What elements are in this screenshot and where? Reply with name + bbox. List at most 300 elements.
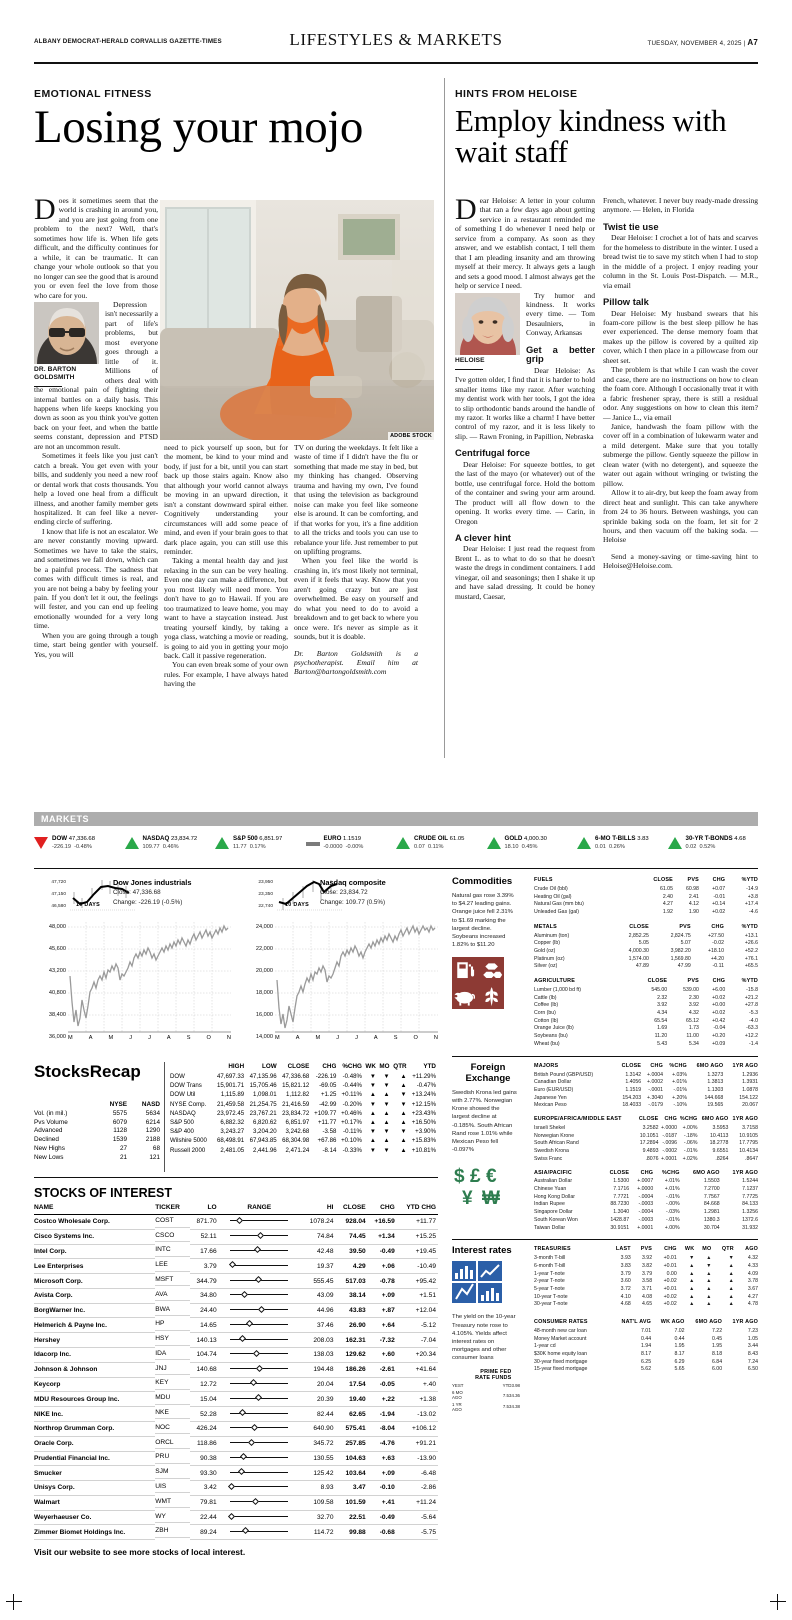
stock-change: -0.78 <box>368 1274 397 1289</box>
cell: 6.25 <box>640 1358 652 1365</box>
cell: +109.77 <box>314 1109 337 1117</box>
cell: 4.08 <box>641 1293 653 1300</box>
cell: 2-year T-note <box>534 1278 565 1285</box>
stock-range-indicator <box>219 1274 302 1289</box>
stock-ticker: ORCL <box>155 1436 190 1449</box>
cell: 0.44 <box>640 1335 652 1342</box>
cell: 3.82 <box>641 1262 653 1269</box>
cell: +0.01 <box>663 1262 677 1269</box>
rates-left <box>452 1245 524 1412</box>
cell: -.18% <box>683 1132 698 1139</box>
stock-high: 44.96 <box>302 1303 336 1318</box>
trend-up-arrow-icon: ▲ <box>400 1109 407 1117</box>
stock-ytd-change: +1.38 <box>397 1392 438 1407</box>
cell: -.0179 <box>648 1102 663 1109</box>
photo-illustration <box>160 200 434 440</box>
cell: +27.8 <box>744 1002 758 1009</box>
stock-range-indicator <box>219 1333 302 1348</box>
stock-low: 12.72 <box>190 1377 219 1392</box>
range-bar <box>228 1454 290 1461</box>
cell: 5.62 <box>640 1366 652 1373</box>
cell: -0.44% <box>342 1082 362 1090</box>
stock-close: 39.50 <box>336 1244 368 1259</box>
column-header: CHG <box>322 1063 337 1070</box>
cell: 23,767.21 <box>249 1109 277 1117</box>
column-header: CLOSE <box>609 1169 630 1176</box>
x-tick: N <box>226 1035 231 1041</box>
stock-change: +.22 <box>368 1392 397 1407</box>
cell: 2.40 <box>662 893 673 900</box>
svg-text:₩: ₩ <box>482 1188 500 1210</box>
heloise-paragraph: Allow it to air-dry, but keep the foam away from direct heat and sunlight. This can take anywhere from 24 to 36 hours. Between washings, you can sprinkle baking soda on the foam, let sit for 2 hours, and then vacuum off the baking soda. — Heloise <box>603 488 758 545</box>
column-header: PVS <box>687 978 699 985</box>
column-header: 1YR AGO <box>732 1319 758 1326</box>
article-paragraph: TV on during the weekdays. It felt like a waste of time if I didn't have the flu or something that made me stay in bed, but my thinking has changed. Observing trauma and having my own, I've found that using the television as background noise can make you feel like someone else is around. It can be comforting, and if that works for you, it's a fine addition to all the tricks and tools you can use to rebalance your life. Just remember to put on uplifting programs. <box>294 443 418 556</box>
x-tick: S <box>393 1035 398 1041</box>
cell: +10.81% <box>411 1146 436 1154</box>
cell: South African Rand <box>534 1140 579 1147</box>
dow-chart-title: Dow Jones industrials Close: 47,336.68 Change: -226.19 (-0.5%) <box>113 878 192 906</box>
ticker-up-arrow-icon <box>668 835 682 851</box>
stock-name: Walmart <box>34 1495 155 1510</box>
range-bar <box>228 1232 290 1239</box>
article-paragraph: Sometimes it feels like you just can't catch a break. You get even with your bills, and suddenly you need a new roof or dental work that costs thousands. You help a loved one heal from a difficult illness, and another family member gets hospitalized. It can feel like a never-ending circle of suffering. <box>34 451 158 527</box>
cell: +16.50% <box>411 1119 436 1127</box>
commodities-tables <box>524 876 758 1048</box>
cell: S&P 400 <box>170 1128 194 1136</box>
table-row <box>170 1109 438 1118</box>
stock-ticker: JNJ <box>155 1362 190 1375</box>
article-paragraph: Does it sometimes seem that the world is crashing in around you, and you are just going from one problem to the next? Well, that's sometimes how life is. When life gets difficult, and the difficulty continues for a while, it can be traumatic. It can change your whole outlook so that you no longer can see the good that is around you or even feel the love from those who care for you. <box>34 193 158 300</box>
range-marker-icon <box>240 1453 247 1460</box>
cell: 1.3813 <box>707 1079 724 1086</box>
masthead-rule <box>34 62 758 64</box>
table-header-row <box>170 1062 438 1072</box>
cell: 2188 <box>145 1136 160 1144</box>
cell: Crude Oil (bbl) <box>534 885 568 892</box>
table-row <box>534 1155 758 1163</box>
forex-title: Foreign Exchange <box>465 1061 511 1084</box>
ticker-item <box>577 832 668 866</box>
cell: -.0187 <box>662 1132 678 1139</box>
cell: 3,243.27 <box>220 1128 245 1136</box>
x-tick: J <box>336 1035 340 1041</box>
cell: +0.42 <box>712 1017 726 1024</box>
cell: 1.3273 <box>707 1071 724 1078</box>
cell: .8264 <box>715 1155 729 1162</box>
x-tick: N <box>433 1035 438 1041</box>
table-row <box>534 1147 758 1155</box>
cell: 5-year T-note <box>534 1285 565 1292</box>
cell: Chinese Yuan <box>534 1186 567 1193</box>
range-marker-icon <box>238 1335 245 1342</box>
cell: 2,471.24 <box>285 1146 310 1154</box>
range-marker-icon <box>238 1468 245 1475</box>
cell: 0.45 <box>711 1335 723 1342</box>
cell: +0.00 <box>712 1002 726 1009</box>
table-body <box>534 1071 758 1109</box>
heloise-paragraph: Janice, handwash the foam pillow with the cover off in a combination of lukewarm water and a mild detergent. Make sure that you totally submerge the pillow. Gently squeeze the pillow in clean water (with no detergent), and squeeze the water out again without wringing or twisting the pillow. <box>603 421 758 488</box>
x-tick: A <box>295 1035 300 1041</box>
trend-down-arrow-icon: ▼ <box>383 1146 390 1154</box>
cell: 11.20 <box>654 1033 668 1040</box>
ticker-value: 4.68 <box>734 836 746 842</box>
cell: 1380.3 <box>703 1216 720 1223</box>
cell: +0.07 <box>712 885 726 892</box>
cell: Natural Gas (mm btu) <box>534 901 584 908</box>
cell: 7.7725 <box>742 1193 758 1200</box>
dow-chart <box>34 876 231 1066</box>
ticker-item <box>487 832 578 866</box>
cell: 84.133 <box>742 1201 758 1208</box>
table-body <box>534 1124 758 1162</box>
cell: 7.22 <box>711 1328 723 1335</box>
cell: 7.7567 <box>703 1193 720 1200</box>
cell: 144.668 <box>704 1094 724 1101</box>
stock-ytd-change: -6.48 <box>397 1466 438 1481</box>
ticker-up-arrow-icon <box>215 835 229 851</box>
column-header <box>34 1100 95 1109</box>
trend-up-arrow-icon: ▲ <box>728 1285 734 1292</box>
trend-up-arrow-icon: ▲ <box>728 1270 734 1277</box>
stock-row <box>34 1244 438 1259</box>
stock-ticker: MDU <box>155 1392 190 1405</box>
cell: 4.33 <box>747 1262 758 1269</box>
cell: 30.9151 <box>610 1224 630 1231</box>
column-header: CONSUMER RATES <box>534 1319 588 1326</box>
stock-high: 20.04 <box>302 1377 336 1392</box>
table-row <box>534 1140 758 1148</box>
cell: -0.11% <box>343 1128 362 1136</box>
heloise-paragraph: Try humor and kindness. It works every time. — Tom Desaulniers, in Conway, Arkansas <box>526 290 595 338</box>
cell: Copper (lb) <box>534 940 560 947</box>
cell: Gold (oz) <box>534 947 556 954</box>
cell: 3.44 <box>747 1343 758 1350</box>
masthead-date-page <box>648 38 758 47</box>
range-marker-icon <box>242 1527 249 1534</box>
cell: 1.0878 <box>742 1086 758 1093</box>
heloise-signoff: Send a money-saving or time-saving hint to Heloise@Heloise.com. <box>603 551 758 571</box>
cell: 154.122 <box>739 1094 758 1101</box>
cell: +.01% <box>672 1079 687 1086</box>
cell: 84.668 <box>703 1201 720 1208</box>
cell: 7.02 <box>674 1328 685 1335</box>
cell: 4.34 <box>657 1010 668 1017</box>
table-body <box>170 1072 438 1155</box>
dow-y-ticks: 48,000 45,600 43,200 40,800 38,400 36,000 <box>48 924 66 1040</box>
column-header: CHG <box>368 1202 397 1215</box>
column-header: CHG <box>664 1116 678 1123</box>
table-header-row <box>534 876 758 885</box>
cell: 1372.6 <box>742 1216 758 1223</box>
column-header: CHG <box>712 978 726 985</box>
cell: -4.6 <box>749 908 758 915</box>
stock-change: +.06 <box>368 1259 397 1274</box>
cell: 21,254.75 <box>249 1100 277 1108</box>
stock-range-indicator <box>219 1229 302 1244</box>
cell: +52.2 <box>744 947 758 954</box>
cell: 7.1716 <box>613 1186 630 1193</box>
cell: 30-year fixed mortgage <box>534 1358 588 1365</box>
stock-high: 109.58 <box>302 1495 336 1510</box>
cell: -.01% <box>683 1148 698 1155</box>
trend-up-arrow-icon: ▲ <box>400 1146 407 1154</box>
cell: 3.93 <box>620 1255 631 1262</box>
stock-row <box>34 1495 438 1510</box>
cell: -.01% <box>666 1216 680 1223</box>
stock-ytd-change: +91.21 <box>397 1436 438 1451</box>
forex-emea-table <box>534 1115 758 1162</box>
nasdaq-y-ticks: 24,000 22,000 20,000 18,000 16,000 14,000 <box>255 924 273 1040</box>
cell: -5.3 <box>749 1010 758 1017</box>
stock-ytd-change: +11.24 <box>397 1495 438 1510</box>
range-marker-icon <box>228 1512 235 1519</box>
ticker-up-arrow-icon <box>577 835 591 851</box>
ticker-flat-arrow-icon <box>306 835 320 851</box>
table-row <box>534 1216 758 1224</box>
article-paragraph: Depression isn't necessarily a part of life's problems, but most everyone goes through a little of it. Millions of others deal with the emotional pain of fighting their internal battles on a daily basis. This happens when life keeps knocking you down as soon as you think you've gotten back on your feet, and when the battle seems constant, depression and PTSD are not an uncommon result. <box>34 299 158 451</box>
ticker-change: -226.19 -0.48% <box>52 844 92 850</box>
cell: -42.99 <box>319 1100 337 1108</box>
stock-low: 17.66 <box>190 1244 219 1259</box>
stock-close: 104.63 <box>336 1451 368 1466</box>
stock-range-indicator <box>219 1481 302 1496</box>
column-header: MO <box>379 1063 390 1070</box>
ticker-item <box>668 832 759 866</box>
ticker-change: 0.01 0.26% <box>595 844 625 850</box>
ticker-value: 6,851.97 <box>259 836 283 842</box>
article-body-column-1 <box>34 193 158 659</box>
cell: 1,574.00 <box>628 955 649 962</box>
masthead-page-number: A7 <box>747 38 758 47</box>
interest-rates-block <box>452 1245 758 1412</box>
cell: Mexican Peso <box>534 1102 567 1109</box>
cell: 1539 <box>112 1136 128 1144</box>
trend-up-arrow-icon: ▲ <box>706 1293 712 1300</box>
stock-row <box>34 1229 438 1244</box>
commodities-block <box>452 876 758 1048</box>
cell: -0.01 <box>713 893 726 900</box>
cell: 1.5503 <box>703 1178 720 1185</box>
agriculture-table <box>534 977 758 1048</box>
cell: 3.71 <box>641 1285 653 1292</box>
stock-ytd-change: -5.12 <box>397 1318 438 1333</box>
table-row <box>534 1254 758 1262</box>
stock-low: 90.38 <box>190 1451 219 1466</box>
table-row <box>34 1109 160 1118</box>
stock-row <box>34 1481 438 1496</box>
stock-ytd-change: -13.90 <box>397 1451 438 1466</box>
cell: -0.48% <box>342 1073 362 1081</box>
stock-name: MDU Resources Group Inc. <box>34 1392 155 1407</box>
table-row <box>534 1094 758 1102</box>
ticker-change: -0.0000 -0.00% <box>323 844 364 850</box>
cell: +0.02 <box>712 1010 726 1017</box>
range-bar <box>228 1380 290 1387</box>
cell: 3.92 <box>657 1002 668 1009</box>
heloise-kicker: HINTS FROM HELOISE <box>455 88 578 100</box>
forex-block <box>452 1062 758 1232</box>
heloise-body-column-2 <box>603 196 758 571</box>
cell: +12.2 <box>744 1033 758 1040</box>
table-body <box>534 1178 758 1232</box>
ticker-change: 0.02 0.52% <box>685 844 716 850</box>
stock-range-indicator <box>219 1303 302 1318</box>
cell: -.06% <box>683 1140 698 1147</box>
stock-range-indicator <box>219 1259 302 1274</box>
range-bar <box>228 1217 290 1224</box>
stock-name: NIKE Inc. <box>34 1407 155 1422</box>
cell: Japanese Yen <box>534 1094 567 1101</box>
stock-ticker: UIS <box>155 1481 190 1494</box>
cell: +0.11% <box>341 1091 362 1099</box>
stock-low: 140.68 <box>190 1362 219 1377</box>
cell: Cotton (lb) <box>534 1017 559 1024</box>
stock-ticker: LEE <box>155 1259 190 1272</box>
range-bar <box>228 1262 290 1269</box>
trend-up-arrow-icon: ▲ <box>728 1262 734 1269</box>
cell: 8.43 <box>747 1351 758 1358</box>
cell: -15.8 <box>746 987 758 994</box>
trend-up-arrow-icon: ▲ <box>728 1278 734 1285</box>
stock-row <box>34 1259 438 1274</box>
cell: Indian Rupee <box>534 1201 565 1208</box>
stock-high: 125.42 <box>302 1466 336 1481</box>
stocks-of-interest-title: STOCKS OF INTEREST <box>34 1186 172 1200</box>
cell: +.3040 <box>646 1094 663 1101</box>
stock-close: 517.03 <box>336 1274 368 1289</box>
stock-name: Cisco Systems Inc. <box>34 1229 155 1244</box>
cell: 47.99 <box>677 963 691 970</box>
cell: 4.38 <box>511 1404 520 1410</box>
cell: 1428.87 <box>610 1216 630 1223</box>
article-paragraph: When you feel like the world is crashing in, it's most likely not terminal, even if it feels that way. Know that you aren't going crazy but are just overwhelmed. Be easy on yourself and do what you need to do to avoid a breakdown and to get back to where you once were. It's never as simple as it sounds, but it is doable. <box>294 556 418 642</box>
stock-ytd-change: -2.86 <box>397 1481 438 1496</box>
masthead-section-title: LIFESTYLES & MARKETS <box>289 30 503 49</box>
rates-divider <box>452 1239 758 1240</box>
trend-down-arrow-icon: ▼ <box>369 1082 376 1090</box>
column-header: CLOSE <box>629 923 649 930</box>
stock-high: 194.48 <box>302 1362 336 1377</box>
column-header: AGRICULTURE <box>534 978 576 985</box>
stock-high: 43.09 <box>302 1288 336 1303</box>
author-photo <box>34 302 99 364</box>
table-row <box>34 1144 160 1153</box>
cell: +0.02 <box>663 1293 677 1300</box>
stock-ytd-change: +41.64 <box>397 1362 438 1377</box>
cell: +.01% <box>664 1186 680 1193</box>
cell: 11.00 <box>686 1033 699 1040</box>
column-header: 1YR AGO <box>732 1116 758 1123</box>
cell: 0.00 <box>666 1270 677 1277</box>
x-tick: M <box>68 1035 73 1041</box>
stock-row <box>34 1333 438 1348</box>
emotional-fitness-article <box>34 88 434 153</box>
cell: +.01% <box>664 1178 680 1185</box>
cell: +0.10% <box>341 1137 362 1145</box>
cell: 1.92 <box>662 908 673 915</box>
trend-up-arrow-icon: ▲ <box>706 1278 712 1285</box>
cell: British Pound (GBP/USD) <box>534 1071 594 1078</box>
markets-section-label: MARKETS <box>41 814 89 824</box>
stock-range-indicator <box>219 1436 302 1451</box>
table-header-row <box>534 1115 758 1124</box>
column-header: CHG <box>712 877 726 883</box>
stock-row <box>34 1215 438 1230</box>
table-row <box>34 1118 160 1127</box>
cell: 7.2700 <box>703 1186 720 1193</box>
column-header: CLOSE <box>287 1063 310 1070</box>
cell: 15,705.46 <box>249 1082 277 1090</box>
cell: 539.00 <box>683 987 699 994</box>
rates-icon <box>452 1261 524 1308</box>
cell: -.0096 <box>662 1140 678 1147</box>
cell: 3.79 <box>620 1270 631 1277</box>
table-row <box>534 908 758 916</box>
cell: DOW Util <box>170 1091 196 1099</box>
prime-fed-table <box>452 1368 520 1413</box>
stock-range-indicator <box>219 1495 302 1510</box>
table-row <box>534 1086 758 1094</box>
trend-up-arrow-icon: ▲ <box>383 1119 390 1127</box>
cell: 30-year T-note <box>534 1301 568 1308</box>
stock-low: 89.24 <box>190 1525 219 1540</box>
stock-ticker: NKE <box>155 1407 190 1420</box>
stock-range-indicator <box>219 1525 302 1540</box>
cell: YTD <box>502 1383 512 1389</box>
cell: 3.7158 <box>742 1124 758 1131</box>
cell: -3.58 <box>322 1128 337 1136</box>
column-header: PVS <box>679 923 691 930</box>
range-bar <box>228 1277 290 1284</box>
cell: +.0001 <box>637 1224 654 1231</box>
stock-ticker: CSCO <box>155 1229 190 1242</box>
cell: 3.67 <box>747 1285 758 1292</box>
stock-ticker: WY <box>155 1510 190 1523</box>
stock-change: -0.49 <box>368 1244 397 1259</box>
stock-close: 162.31 <box>336 1333 368 1348</box>
cell: 3.92 <box>688 1002 699 1009</box>
rates-title: Interest rates <box>452 1245 512 1257</box>
cell: 1.94 <box>640 1343 652 1350</box>
table-row <box>534 1285 758 1293</box>
cell: 1-year cd <box>534 1343 556 1350</box>
cell: NASDAQ <box>170 1109 196 1117</box>
cell: 48-month new car loan <box>534 1328 587 1335</box>
stock-change: +16.59 <box>368 1215 397 1230</box>
consumer-rates-table <box>534 1318 758 1373</box>
stocks-of-interest-footer: Visit our website to see more stocks of local interest. <box>34 1547 246 1557</box>
table-row <box>534 900 758 908</box>
cell: +0.17% <box>341 1119 362 1127</box>
cell: +0.01 <box>663 1285 677 1292</box>
range-marker-icon <box>251 1424 258 1431</box>
table-row <box>534 1301 758 1309</box>
range-marker-icon <box>239 1409 246 1416</box>
stock-ytd-change: -7.04 <box>397 1333 438 1348</box>
stock-low: 52.11 <box>190 1229 219 1244</box>
range-marker-icon <box>253 1350 260 1357</box>
stocks-of-interest-table <box>34 1202 438 1540</box>
table-body <box>34 1109 160 1162</box>
range-marker-icon <box>255 1276 262 1283</box>
stock-low: 118.86 <box>190 1436 219 1451</box>
table-row <box>170 1127 438 1136</box>
cell: 1.3931 <box>742 1079 758 1086</box>
column-header: FUELS <box>534 877 553 883</box>
ticker-up-arrow-icon <box>487 835 501 851</box>
ticker-name: DOW <box>52 835 68 842</box>
